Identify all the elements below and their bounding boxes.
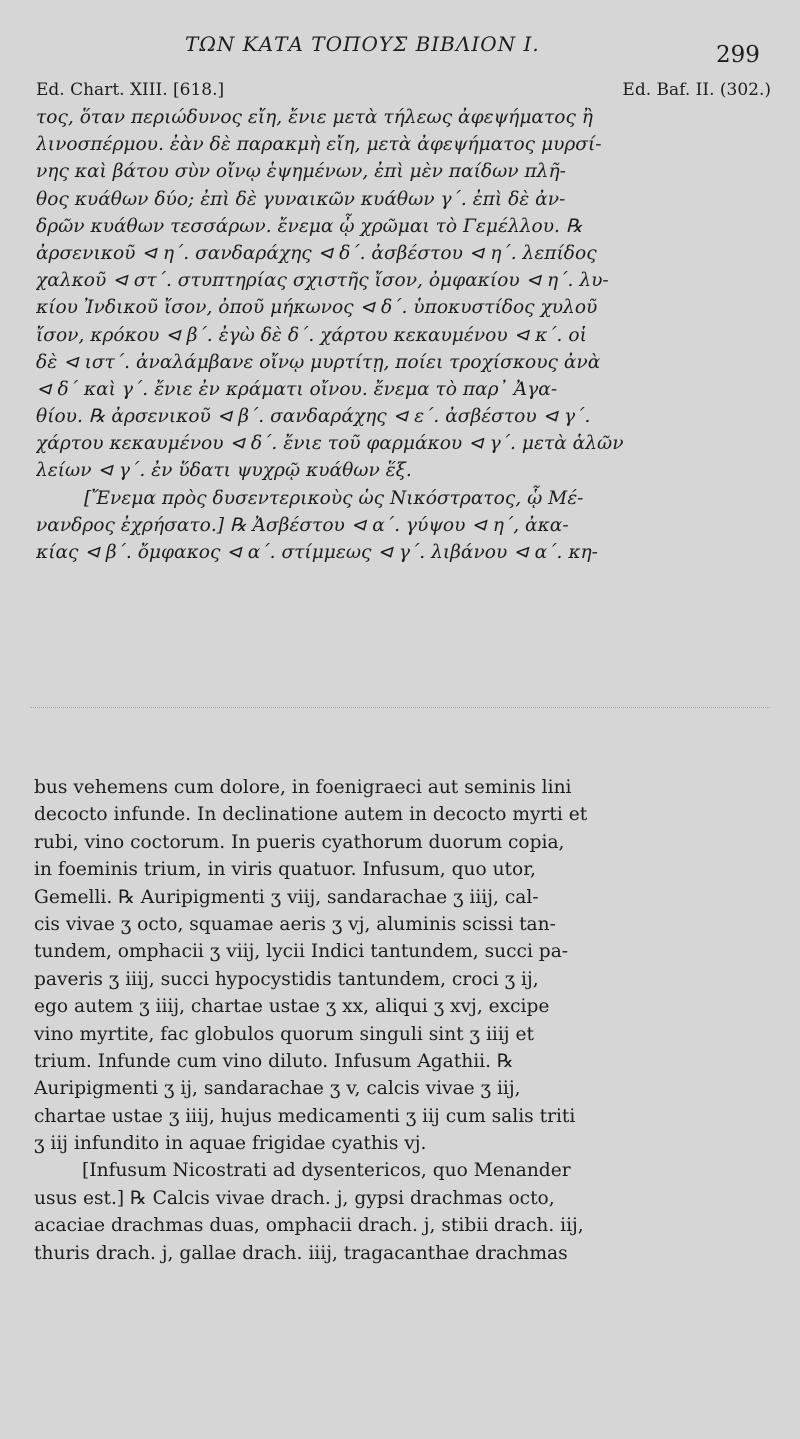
- greek-line: λινοσπέρμου. ἐὰν δὲ παρακμὴ εἴη, μετὰ ἀφεψήματος μυρσί-: [36, 134, 602, 156]
- latin-line: Auripigmenti ʒ ij, sandarachae ʒ v, calcis vivae ʒ iij,: [34, 1078, 521, 1100]
- running-title: ΤΩΝ ΚΑΤΑ ΤΟΠΟΥΣ ΒΙΒΛΙΟΝ Ι.: [185, 32, 540, 56]
- greek-line: λείων ⊲ γ΄. ἐν ὕδατι ψυχρῷ κυάθων ἕξ.: [36, 460, 412, 482]
- latin-line: vino myrtite, fac globulos quorum singuli sint ʒ iiij et: [34, 1023, 534, 1045]
- latin-line: tundem, omphacii ʒ viij, lycii Indici tantundem, succi pa-: [34, 941, 569, 963]
- greek-line: νανδρος ἐχρήσατο.] ℞ Ἀσβέστου ⊲ α΄. γύψου ⊲ η΄, ἀκα-: [36, 514, 569, 536]
- greek-line: [Ἔνεμα πρὸς δυσεντερικοὺς ὡς Νικόστρατος, ᾧ Μέ-: [84, 487, 584, 509]
- greek-line: δὲ ⊲ ιστ΄. ἀναλάμβανε οἴνῳ μυρτίτῃ, ποίει τροχίσκους ἀνὰ: [36, 351, 601, 373]
- greek-line: κίας ⊲ β΄. ὄμφακος ⊲ α΄. στίμμεως ⊲ γ΄. λιβάνου ⊲ α΄. κη-: [36, 542, 598, 563]
- greek-line: χάρτου κεκαυμένου ⊲ δ΄. ἔνιε τοῦ φαρμάκου ⊲ γ΄. μετὰ ἁλῶν: [36, 433, 624, 455]
- greek-line: θίου. ℞ ἀρσενικοῦ ⊲ β΄. σανδαράχης ⊲ ε΄. ἀσβέστου ⊲ γ΄.: [36, 406, 591, 428]
- latin-line: cis vivae ʒ octo, squamae aeris ʒ vj, aluminis scissi tan-: [34, 913, 556, 935]
- edition-references: [36, 80, 771, 106]
- greek-line: ἀρσενικοῦ ⊲ η΄. σανδαράχης ⊲ δ΄. ἀσβέστου ⊲ η΄. λεπίδος: [36, 242, 597, 264]
- greek-line: νης καὶ βάτου σὺν οἴνῳ ἑψημένων, ἐπὶ μὲν παίδων πλῆ-: [36, 161, 566, 183]
- latin-line: acaciae drachmas duas, omphacii drach. j, stibii drach. iij,: [34, 1215, 584, 1237]
- latin-line: paveris ʒ iiij, succi hypocystidis tantundem, croci ʒ ij,: [34, 968, 539, 990]
- running-header: [0, 32, 800, 68]
- greek-line: δρῶν κυάθων τεσσάρων. ἔνεμα ᾧ χρῶμαι τὸ Γεμέλλου. ℞: [36, 215, 583, 237]
- latin-line: rubi, vino coctorum. In pueris cyathorum duorum copia,: [34, 831, 565, 853]
- greek-line: κίου Ἰνδικοῦ ἴσον, ὀποῦ μήκωνος ⊲ δ΄. ὑποκυστίδος χυλοῦ: [36, 297, 598, 319]
- latin-line: trium. Infunde cum vino diluto. Infusum Agathii. ℞: [34, 1050, 514, 1072]
- latin-line: bus vehemens cum dolore, in foenigraeci aut seminis lini: [34, 777, 572, 798]
- latin-line: [Infusum Nicostrati ad dysentericos, quo Menander: [82, 1160, 571, 1182]
- latin-line: decocto infunde. In declinatione autem in decocto myrti et: [34, 804, 588, 826]
- edition-basel-reference: Ed. Baf. II. (302.): [622, 80, 771, 100]
- greek-line: χαλκοῦ ⊲ στ΄. στυπτηρίας σχιστῆς ἴσον, ὀμφακίου ⊲ η΄. λυ-: [36, 270, 609, 292]
- latin-line: thuris drach. j, gallae drach. iiij, tragacanthae drachmas: [34, 1242, 568, 1264]
- page-number: 299: [716, 42, 760, 68]
- latin-line: ʒ iij infundito in aquae frigidae cyathis vj.: [34, 1133, 427, 1155]
- greek-line: τος, ὅταν περιώδυνος εἴη, ἔνιε μετὰ τήλεως ἀφεψήματος ἢ: [36, 107, 593, 128]
- greek-line: θος κυάθων δύο; ἐπὶ δὲ γυναικῶν κυάθων γ΄. ἐπὶ δὲ ἀν-: [36, 188, 566, 210]
- greek-line: ἴσον, κρόκου ⊲ β΄. ἐγὼ δὲ δ΄. χάρτου κεκαυμένου ⊲ κ΄. οἱ: [36, 324, 587, 346]
- latin-line: ego autem ʒ iiij, chartae ustae ʒ xx, aliqui ʒ xvj, excipe: [34, 996, 550, 1018]
- latin-line: in foeminis trium, in viris quatuor. Infusum, quo utor,: [34, 859, 536, 881]
- greek-line: ⊲ δ΄ καὶ γ΄. ἔνιε ἐν κράματι οἴνου. ἔνεμα τὸ παρ᾽ Ἀγα-: [36, 378, 558, 400]
- latin-line: Gemelli. ℞ Auripigmenti ʒ viij, sandarachae ʒ iiij, cal-: [34, 886, 539, 908]
- greek-text-block: [36, 104, 766, 566]
- edition-chartier-reference: Ed. Chart. XIII. [618.]: [36, 80, 225, 100]
- bleed-through-divider: [30, 707, 770, 722]
- latin-line: usus est.] ℞ Calcis vivae drach. j, gypsi drachmas octo,: [34, 1187, 555, 1209]
- latin-text-block: [34, 774, 766, 1267]
- latin-line: chartae ustae ʒ iiij, hujus medicamenti ʒ iij cum salis triti: [34, 1105, 576, 1127]
